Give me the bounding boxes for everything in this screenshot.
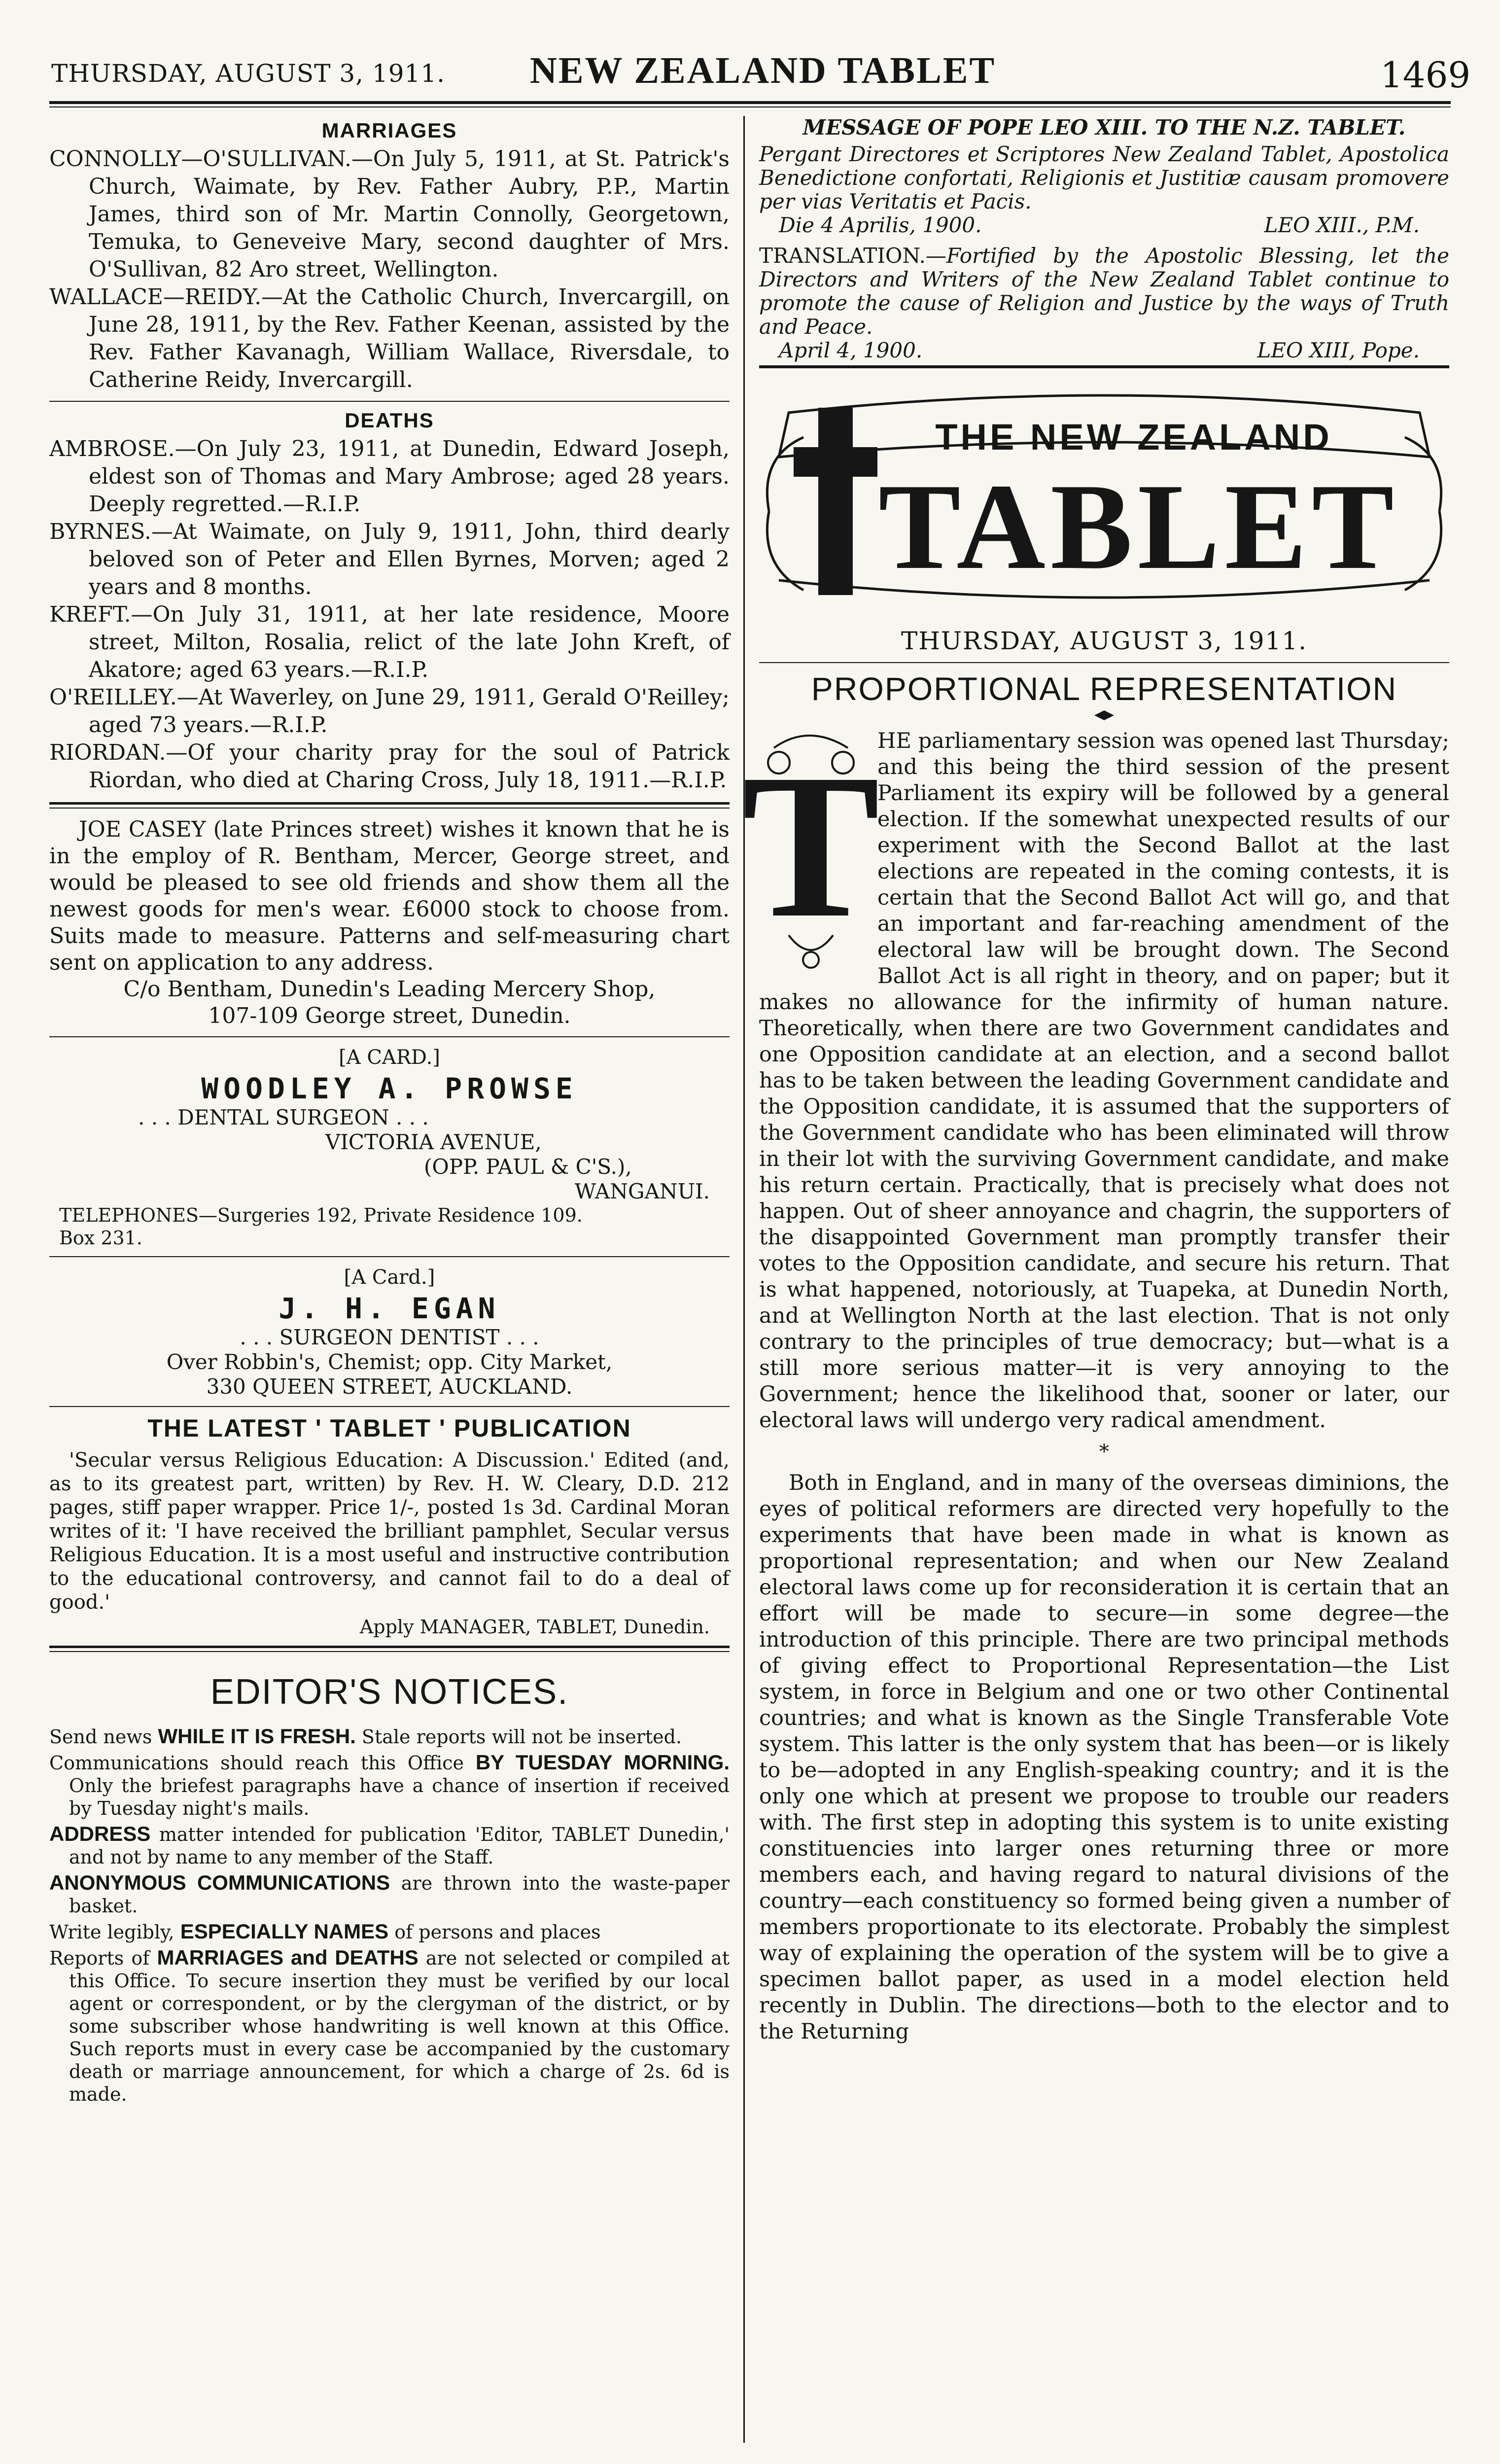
publication-body: 'Secular versus Religious Education: A Discussion.' Edited (and, as to its greatest part, written) by Rev. H. W. Cleary, D.D. 212 pages, stiff paper wrapper. Price 1/-, posted 1s 3d. Cardinal Moran writes of it: 'I have received the brilliant pamphlet, Secular versus Religious Education. It is a most useful and instructive contribution to the educational controversy, and cannot fail to do a deal of good.' <box>49 1449 730 1614</box>
editor-notice: Send news WHILE IT IS FRESH. Stale reports will not be inserted. <box>49 1725 682 1748</box>
death-entry: O'REILLEY.—At Waverley, on June 29, 1911, Gerald O'Reilley; aged 73 years.—R.I.P. <box>49 685 730 738</box>
egan-line-1: Over Robbin's, Chemist; opp. City Market, <box>166 1350 613 1374</box>
translation-label: TRANSLATION.— <box>759 244 946 268</box>
header-date: THURSDAY, AUGUST 3, 1911. <box>51 59 446 88</box>
double-rule <box>49 1646 730 1652</box>
death-entry: AMBROSE.—On July 23, 1911, at Dunedin, Edward Joseph, eldest son of Thomas and Mary Ambrose; aged 28 years. Deeply regretted.—R.I.P. <box>49 436 730 517</box>
deaths-heading: DEATHS <box>345 409 434 432</box>
article-paragraph-2: Both in England, and in many of the overseas diminions, the eyes of political reformers are directed very hopefully to the experiments that have been made in what is known as proportional representation; and when our New Zealand electoral laws come up for reconsideration it is certain that an effort will be made to secure—in some degree—the introduction of this principle. There are two principal methods of giving effect to Proportional Representation—the List system, in force in Belgium and one or two other Continental countries; and what is known as the Single Transferable Vote system. This latter is the only system that has been—or is likely to be—adopted in any English-speaking country; and it is the only one which at present we propose to trouble our readers with. The first step in adopting this system is to unite existing constituencies into larger ones returning three or more members each, and having regard to natural divisions of the country—each constituency so formed being given a number of members proportionate to its electorate. Probably the simplest way of explaining the operation of the system will be to give a specimen ballot paper, as used in a model election held recently in Dublin. The directions—both to the elector and to the Returning <box>759 1471 1449 2044</box>
casey-address-2: 107-109 George street, Dunedin. <box>208 1003 571 1028</box>
double-rule <box>49 802 730 809</box>
death-entry: RIORDAN.—Of your charity pray for the soul of Patrick Riordan, who died at Charing Cross, July 18, 1911.—R.I.P. <box>49 740 730 793</box>
section-star: * <box>1099 1441 1109 1463</box>
page-header <box>0 0 1500 113</box>
article-heading: PROPORTIONAL REPRESENTATION <box>811 670 1397 707</box>
marriages-heading: MARRIAGES <box>321 119 457 142</box>
papal-message <box>759 116 1449 362</box>
prowse-title: . . . DENTAL SURGEON . . . <box>138 1105 429 1129</box>
cross-icon <box>818 408 853 595</box>
divider <box>49 401 730 402</box>
death-entry: KREFT.—On July 31, 1911, at her late residence, Moore street, Milton, Rosalia, relict of the late John Kreft, of Akatore; aged 63 years.—R.I.P. <box>49 602 730 682</box>
divider <box>49 1406 730 1407</box>
publication-signoff: Apply MANAGER, TABLET, Dunedin. <box>359 1616 710 1638</box>
prowse-town: WANGANUI. <box>574 1179 710 1203</box>
prowse-opp: (OPP. PAUL & C'S.), <box>424 1155 632 1179</box>
marriage-entry: CONNOLLY—O'SULLIVAN.—On July 5, 1911, at St. Patrick's Church, Waimate, by Rev. Father Aubry, P.P., Martin James, third son of Mr. Martin Connolly, Georgetown, Temuka, to Geneveive Mary, second daughter of Mrs. O'Sullivan, 82 Aro street, Wellington. <box>49 146 730 282</box>
dropcap-letter: T <box>741 731 880 960</box>
papal-latin-sign: LEO XIII., P.M. <box>1264 213 1420 237</box>
translation-sign: LEO XIII, Pope. <box>1257 338 1420 362</box>
marriage-entry: WALLACE—REIDY.—At the Catholic Church, Invercargill, on June 28, 1911, by the Rev. Father Keenan, assisted by the Rev. Father Kavanagh, William Wallace, Riversdale, to Catherine Reidy, Invercargill. <box>49 284 730 392</box>
masthead-main: TABLET <box>878 458 1399 595</box>
publication-heading: THE LATEST ' TABLET ' PUBLICATION <box>147 1414 631 1442</box>
rule <box>759 365 1449 368</box>
masthead-date: THURSDAY, AUGUST 3, 1911. <box>901 627 1308 655</box>
divider <box>759 662 1449 663</box>
casey-notice: JOE CASEY (late Princes street) wishes it known that he is in the employ of R. Bentham, Mercer, George street, and would be pleased to see old friends and show them all the newest goods for men's wear. £6000 stock to choose from. Suits made to measure. Patterns and self-measuring chart sent on application to any address. <box>49 817 730 975</box>
ornament-icon <box>1055 710 1153 720</box>
egan-line-2: 330 QUEEN STREET, AUCKLAND. <box>206 1374 573 1399</box>
prowse-phones: TELEPHONES—Surgeries 192, Private Residence 109. <box>59 1204 583 1226</box>
death-entry: BYRNES.—At Waimate, on July 9, 1911, John, third dearly beloved son of Peter and Ellen Byrnes, Morven; aged 2 years and 8 months. <box>49 519 730 599</box>
left-column <box>49 116 730 2109</box>
dropcap-t <box>741 728 880 975</box>
prowse-box: Box 231. <box>59 1227 142 1249</box>
papal-latin: Pergant Directores et Scriptores New Zealand Tablet, Apostolica Benedictione confortati, Religionis et Justitiæ causam promovere per vias Veritatis et Pacis. <box>759 142 1449 213</box>
translation-date: April 4, 1900. <box>779 338 923 362</box>
right-column <box>741 115 1449 2045</box>
column-divider <box>743 116 745 2443</box>
masthead-top: THE NEW ZEALAND <box>935 417 1332 458</box>
papal-translation: TRANSLATION.—Fortified by the Apostolic Blessing, let the Directors and Writers of the New Zealand Tablet continue to promote the cause of Religion and Justice by the ways of Truth and Peace. <box>759 244 1449 339</box>
casey-address-1: C/o Bentham, Dunedin's Leading Mercery Shop, <box>123 977 656 1002</box>
egan-title: . . . SURGEON DENTIST . . . <box>240 1325 539 1349</box>
article-paragraph-1: HE parliamentary session was opened last Thursday; and this being the third session of the present Parliament its expiry will be followed by a general election. If the somewhat unexpected results of our experiment with the Second Ballot at the last elections are repeated in the coming contests, it is certain that the Second Ballot Act will go, and that an important and far-reaching amendment of the electoral law will be brought down. The Second Ballot Act is all right in theory, and on paper; but it makes no allowance for the infirmity of human nature. Theoretically, when there are two Government candidates and one Opposition candidate at an election, and a second ballot has to be taken between the leading Government candidate and the Opposition candidate, it is assumed that the supporters of the Government candidate who has been eliminated will throw in their lot with the surviving Government candidate, and make his return certain. Practically, that is precisely what does not happen. Out of sheer annoyance and chagrin, the supporters of the disappointed Government man promptly transfer their votes to the Opposition candidate, and secure his return. That is what happened, notoriously, at Tuapeka, at Dunedin North, and at Wellington North at the last election. That is not only contrary to the principles of true democracy; but—what is a still more serious matter—it is very annoying to the Government; hence the likelihood that, sooner or later, our electoral laws will undergo very radical amendment. <box>759 729 1449 1433</box>
header-rule <box>49 101 1451 104</box>
newspaper-title: NEW ZEALAND TABLET <box>530 50 996 91</box>
editor-notice: ANONYMOUS COMMUNICATIONS are thrown into the waste-paper basket. <box>49 1871 730 1917</box>
prowse-name: WOODLEY A. PROWSE <box>201 1072 578 1105</box>
divider <box>49 1036 730 1037</box>
editors-notices-heading: EDITOR'S NOTICES. <box>210 1672 569 1712</box>
editor-notice: ADDRESS matter intended for publication 'Editor, TABLET Dunedin,' and not by name to any member of the Staff. <box>49 1822 730 1868</box>
editor-notice: Reports of MARRIAGES and DEATHS are not selected or compiled at this Office. To secure insertion they must be verified by our local agent or correspondent, or by the clergyman of the district, or by some subscriber whose handwriting is well known at this Office. Such reports must in every case be accompanied by the customary death or marriage announcement, for which a charge of 2s. 6d is made. <box>49 1946 730 2105</box>
prowse-street: VICTORIA AVENUE, <box>325 1130 542 1154</box>
card-tag: [A Card.] <box>344 1266 435 1289</box>
header-rule-thin <box>49 106 1451 107</box>
page-number: 1469 <box>1380 54 1471 96</box>
divider <box>49 1256 730 1257</box>
papal-latin-date: Die 4 Aprilis, 1900. <box>779 213 982 237</box>
tablet-masthead <box>759 383 1449 620</box>
egan-name: J. H. EGAN <box>279 1292 500 1325</box>
editor-notice: Communications should reach this Office BY TUESDAY MORNING. Only the briefest paragraphs have a chance of insertion if received by Tuesday night's mails. <box>49 1751 730 1819</box>
editor-notice: Write legibly, ESPECIALLY NAMES of persons and places <box>49 1920 601 1943</box>
card-tag: [A CARD.] <box>339 1046 440 1069</box>
papal-message-heading: MESSAGE OF POPE LEO XIII. TO THE N.Z. TABLET. <box>802 115 1406 140</box>
